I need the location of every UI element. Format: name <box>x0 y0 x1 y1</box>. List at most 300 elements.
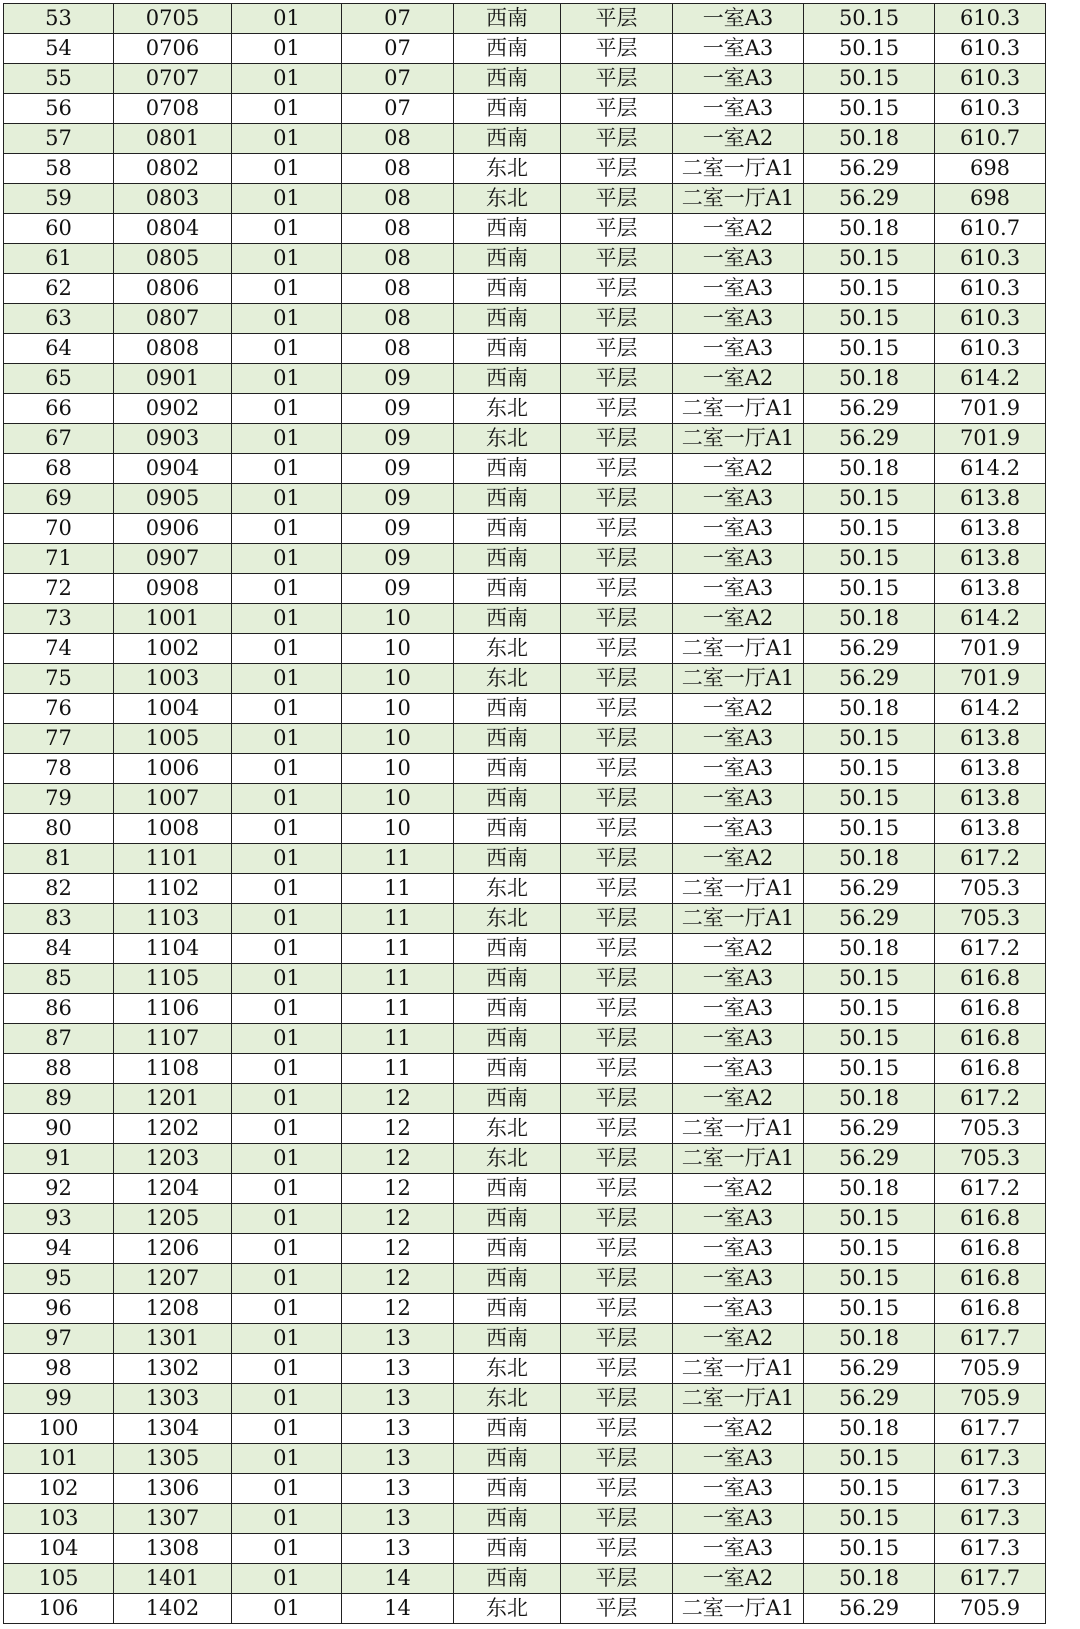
cell-unit-price: 705.9 <box>935 1354 1046 1384</box>
cell-layout-type: 平层 <box>561 844 673 874</box>
cell-row-number: 58 <box>4 154 114 184</box>
cell-layout-type: 平层 <box>561 1444 673 1474</box>
cell-building-number: 01 <box>232 664 342 694</box>
table-row <box>4 724 1046 754</box>
cell-floor-number: 09 <box>342 454 454 484</box>
cell-row-number: 57 <box>4 124 114 154</box>
cell-unit-price: 610.7 <box>935 124 1046 154</box>
cell-unit-price: 705.9 <box>935 1594 1046 1624</box>
cell-layout-type: 平层 <box>561 1234 673 1264</box>
table-row <box>4 1084 1046 1114</box>
cell-unit-price: 705.3 <box>935 904 1046 934</box>
cell-floor-number: 09 <box>342 364 454 394</box>
table-row <box>4 214 1046 244</box>
table-row <box>4 634 1046 664</box>
table-row <box>4 1384 1046 1414</box>
cell-unit-type: 二室一厅A1 <box>673 1114 804 1144</box>
cell-orientation: 西南 <box>454 544 561 574</box>
cell-row-number: 82 <box>4 874 114 904</box>
cell-row-number: 68 <box>4 454 114 484</box>
cell-building-number: 01 <box>232 784 342 814</box>
cell-room-number: 0808 <box>114 334 232 364</box>
table-row <box>4 34 1046 64</box>
cell-area: 50.15 <box>804 724 935 754</box>
cell-floor-number: 09 <box>342 394 454 424</box>
cell-floor-number: 11 <box>342 964 454 994</box>
cell-layout-type: 平层 <box>561 754 673 784</box>
cell-area: 50.15 <box>804 964 935 994</box>
cell-orientation: 西南 <box>454 334 561 364</box>
cell-building-number: 01 <box>232 94 342 124</box>
cell-orientation: 东北 <box>454 634 561 664</box>
cell-orientation: 西南 <box>454 34 561 64</box>
cell-layout-type: 平层 <box>561 724 673 754</box>
cell-orientation: 西南 <box>454 784 561 814</box>
table-row <box>4 874 1046 904</box>
cell-room-number: 0902 <box>114 394 232 424</box>
cell-area: 56.29 <box>804 394 935 424</box>
cell-unit-price: 701.9 <box>935 394 1046 424</box>
cell-building-number: 01 <box>232 1234 342 1264</box>
cell-floor-number: 08 <box>342 214 454 244</box>
cell-floor-number: 08 <box>342 124 454 154</box>
cell-unit-price: 705.3 <box>935 1114 1046 1144</box>
cell-unit-type: 二室一厅A1 <box>673 634 804 664</box>
cell-unit-type: 二室一厅A1 <box>673 424 804 454</box>
cell-building-number: 01 <box>232 874 342 904</box>
cell-row-number: 56 <box>4 94 114 124</box>
cell-building-number: 01 <box>232 754 342 784</box>
cell-unit-price: 617.7 <box>935 1414 1046 1444</box>
cell-layout-type: 平层 <box>561 1294 673 1324</box>
cell-row-number: 104 <box>4 1534 114 1564</box>
cell-unit-type: 一室A3 <box>673 994 804 1024</box>
cell-room-number: 0802 <box>114 154 232 184</box>
cell-building-number: 01 <box>232 844 342 874</box>
cell-room-number: 0901 <box>114 364 232 394</box>
cell-row-number: 86 <box>4 994 114 1024</box>
cell-unit-price: 698 <box>935 184 1046 214</box>
cell-floor-number: 07 <box>342 64 454 94</box>
cell-unit-type: 一室A2 <box>673 934 804 964</box>
cell-unit-type: 一室A2 <box>673 124 804 154</box>
cell-layout-type: 平层 <box>561 1564 673 1594</box>
cell-area: 56.29 <box>804 154 935 184</box>
cell-unit-type: 一室A3 <box>673 1504 804 1534</box>
cell-room-number: 1101 <box>114 844 232 874</box>
cell-floor-number: 14 <box>342 1564 454 1594</box>
cell-building-number: 01 <box>232 184 342 214</box>
cell-area: 50.15 <box>804 1444 935 1474</box>
table-body <box>4 4 1046 1624</box>
cell-area: 50.15 <box>804 1054 935 1084</box>
cell-room-number: 0708 <box>114 94 232 124</box>
cell-unit-price: 614.2 <box>935 454 1046 484</box>
cell-floor-number: 09 <box>342 424 454 454</box>
cell-unit-type: 一室A2 <box>673 844 804 874</box>
table-row <box>4 1564 1046 1594</box>
cell-area: 50.15 <box>804 34 935 64</box>
cell-room-number: 0705 <box>114 4 232 34</box>
cell-unit-type: 二室一厅A1 <box>673 664 804 694</box>
cell-area: 50.15 <box>804 814 935 844</box>
cell-layout-type: 平层 <box>561 454 673 484</box>
cell-room-number: 0806 <box>114 274 232 304</box>
table-row <box>4 94 1046 124</box>
cell-unit-type: 一室A3 <box>673 4 804 34</box>
cell-area: 50.18 <box>804 1084 935 1114</box>
cell-row-number: 74 <box>4 634 114 664</box>
cell-unit-price: 616.8 <box>935 1024 1046 1054</box>
cell-building-number: 01 <box>232 1384 342 1414</box>
unit-price-table <box>3 3 1046 1624</box>
cell-unit-type: 二室一厅A1 <box>673 1384 804 1414</box>
cell-unit-type: 一室A3 <box>673 964 804 994</box>
cell-orientation: 西南 <box>454 124 561 154</box>
cell-room-number: 1108 <box>114 1054 232 1084</box>
cell-layout-type: 平层 <box>561 64 673 94</box>
cell-unit-type: 一室A3 <box>673 544 804 574</box>
cell-room-number: 1001 <box>114 604 232 634</box>
table-row <box>4 364 1046 394</box>
table-row <box>4 184 1046 214</box>
cell-area: 50.15 <box>804 1474 935 1504</box>
cell-orientation: 西南 <box>454 934 561 964</box>
cell-floor-number: 09 <box>342 514 454 544</box>
cell-area: 50.18 <box>804 1564 935 1594</box>
cell-building-number: 01 <box>232 1114 342 1144</box>
cell-building-number: 01 <box>232 514 342 544</box>
cell-floor-number: 11 <box>342 874 454 904</box>
cell-layout-type: 平层 <box>561 1084 673 1114</box>
cell-layout-type: 平层 <box>561 1414 673 1444</box>
cell-floor-number: 12 <box>342 1204 454 1234</box>
cell-orientation: 西南 <box>454 1474 561 1504</box>
cell-orientation: 西南 <box>454 214 561 244</box>
cell-area: 50.18 <box>804 1324 935 1354</box>
cell-layout-type: 平层 <box>561 544 673 574</box>
cell-building-number: 01 <box>232 64 342 94</box>
cell-layout-type: 平层 <box>561 604 673 634</box>
cell-building-number: 01 <box>232 1024 342 1054</box>
cell-layout-type: 平层 <box>561 4 673 34</box>
cell-unit-price: 613.8 <box>935 814 1046 844</box>
cell-unit-type: 一室A3 <box>673 1444 804 1474</box>
cell-layout-type: 平层 <box>561 634 673 664</box>
cell-floor-number: 11 <box>342 904 454 934</box>
cell-building-number: 01 <box>232 154 342 184</box>
cell-orientation: 西南 <box>454 304 561 334</box>
table-row <box>4 124 1046 154</box>
table-row <box>4 784 1046 814</box>
cell-building-number: 01 <box>232 454 342 484</box>
cell-unit-price: 613.8 <box>935 574 1046 604</box>
cell-unit-price: 616.8 <box>935 1054 1046 1084</box>
cell-unit-type: 一室A3 <box>673 244 804 274</box>
cell-orientation: 西南 <box>454 964 561 994</box>
cell-row-number: 67 <box>4 424 114 454</box>
cell-row-number: 95 <box>4 1264 114 1294</box>
cell-layout-type: 平层 <box>561 274 673 304</box>
cell-layout-type: 平层 <box>561 424 673 454</box>
cell-row-number: 75 <box>4 664 114 694</box>
cell-row-number: 78 <box>4 754 114 784</box>
cell-layout-type: 平层 <box>561 1054 673 1084</box>
cell-area: 50.15 <box>804 334 935 364</box>
table-row <box>4 4 1046 34</box>
cell-unit-price: 614.2 <box>935 364 1046 394</box>
cell-orientation: 西南 <box>454 574 561 604</box>
cell-room-number: 1306 <box>114 1474 232 1504</box>
table-row <box>4 1324 1046 1354</box>
cell-floor-number: 12 <box>342 1144 454 1174</box>
cell-orientation: 东北 <box>454 394 561 424</box>
cell-unit-type: 一室A2 <box>673 214 804 244</box>
cell-row-number: 88 <box>4 1054 114 1084</box>
cell-layout-type: 平层 <box>561 1504 673 1534</box>
cell-building-number: 01 <box>232 544 342 574</box>
cell-unit-type: 二室一厅A1 <box>673 874 804 904</box>
cell-floor-number: 09 <box>342 544 454 574</box>
cell-building-number: 01 <box>232 274 342 304</box>
cell-unit-price: 613.8 <box>935 754 1046 784</box>
cell-area: 50.15 <box>804 784 935 814</box>
cell-orientation: 西南 <box>454 1024 561 1054</box>
cell-layout-type: 平层 <box>561 184 673 214</box>
cell-unit-type: 一室A2 <box>673 1084 804 1114</box>
table-row <box>4 844 1046 874</box>
cell-floor-number: 07 <box>342 34 454 64</box>
cell-area: 50.15 <box>804 994 935 1024</box>
cell-orientation: 东北 <box>454 874 561 904</box>
cell-orientation: 西南 <box>454 514 561 544</box>
cell-room-number: 1105 <box>114 964 232 994</box>
cell-layout-type: 平层 <box>561 394 673 424</box>
cell-unit-price: 617.7 <box>935 1324 1046 1354</box>
cell-row-number: 69 <box>4 484 114 514</box>
cell-unit-type: 一室A2 <box>673 364 804 394</box>
cell-room-number: 0805 <box>114 244 232 274</box>
cell-unit-type: 一室A2 <box>673 1414 804 1444</box>
cell-orientation: 东北 <box>454 1114 561 1144</box>
cell-orientation: 西南 <box>454 1054 561 1084</box>
table-row <box>4 1204 1046 1234</box>
cell-unit-price: 617.2 <box>935 1174 1046 1204</box>
cell-room-number: 1106 <box>114 994 232 1024</box>
cell-row-number: 99 <box>4 1384 114 1414</box>
table-row <box>4 904 1046 934</box>
cell-orientation: 东北 <box>454 184 561 214</box>
cell-area: 56.29 <box>804 1354 935 1384</box>
cell-orientation: 东北 <box>454 664 561 694</box>
cell-floor-number: 13 <box>342 1324 454 1354</box>
cell-orientation: 西南 <box>454 244 561 274</box>
cell-unit-price: 613.8 <box>935 514 1046 544</box>
cell-layout-type: 平层 <box>561 574 673 604</box>
cell-orientation: 西南 <box>454 1324 561 1354</box>
cell-building-number: 01 <box>232 1504 342 1534</box>
cell-unit-type: 二室一厅A1 <box>673 394 804 424</box>
cell-unit-price: 613.8 <box>935 724 1046 754</box>
cell-row-number: 98 <box>4 1354 114 1384</box>
cell-row-number: 89 <box>4 1084 114 1114</box>
cell-unit-price: 614.2 <box>935 604 1046 634</box>
cell-unit-price: 701.9 <box>935 634 1046 664</box>
cell-layout-type: 平层 <box>561 994 673 1024</box>
table-row <box>4 304 1046 334</box>
cell-unit-type: 二室一厅A1 <box>673 184 804 214</box>
cell-area: 56.29 <box>804 1114 935 1144</box>
cell-unit-price: 616.8 <box>935 994 1046 1024</box>
table-row <box>4 1294 1046 1324</box>
cell-building-number: 01 <box>232 1144 342 1174</box>
cell-layout-type: 平层 <box>561 1354 673 1384</box>
cell-unit-type: 一室A3 <box>673 1024 804 1054</box>
cell-orientation: 西南 <box>454 1294 561 1324</box>
cell-row-number: 63 <box>4 304 114 334</box>
cell-unit-type: 一室A2 <box>673 454 804 484</box>
cell-unit-type: 一室A3 <box>673 1204 804 1234</box>
cell-area: 50.18 <box>804 844 935 874</box>
cell-unit-type: 一室A3 <box>673 514 804 544</box>
table-row <box>4 1444 1046 1474</box>
cell-room-number: 0907 <box>114 544 232 574</box>
cell-area: 50.15 <box>804 754 935 784</box>
cell-row-number: 94 <box>4 1234 114 1264</box>
cell-orientation: 西南 <box>454 1174 561 1204</box>
cell-unit-type: 二室一厅A1 <box>673 1594 804 1624</box>
cell-building-number: 01 <box>232 904 342 934</box>
cell-building-number: 01 <box>232 814 342 844</box>
cell-unit-price: 610.7 <box>935 214 1046 244</box>
cell-area: 56.29 <box>804 664 935 694</box>
cell-unit-price: 616.8 <box>935 1264 1046 1294</box>
cell-row-number: 92 <box>4 1174 114 1204</box>
cell-area: 56.29 <box>804 904 935 934</box>
cell-floor-number: 13 <box>342 1414 454 1444</box>
table-row <box>4 754 1046 784</box>
cell-floor-number: 07 <box>342 94 454 124</box>
cell-area: 50.15 <box>804 1504 935 1534</box>
cell-layout-type: 平层 <box>561 904 673 934</box>
cell-room-number: 1007 <box>114 784 232 814</box>
cell-orientation: 西南 <box>454 694 561 724</box>
cell-area: 50.18 <box>804 934 935 964</box>
cell-row-number: 100 <box>4 1414 114 1444</box>
table-row <box>4 1114 1046 1144</box>
cell-row-number: 66 <box>4 394 114 424</box>
cell-room-number: 0905 <box>114 484 232 514</box>
table-row <box>4 544 1046 574</box>
cell-unit-type: 一室A3 <box>673 574 804 604</box>
cell-unit-price: 701.9 <box>935 424 1046 454</box>
cell-building-number: 01 <box>232 994 342 1024</box>
cell-layout-type: 平层 <box>561 694 673 724</box>
cell-floor-number: 08 <box>342 184 454 214</box>
cell-layout-type: 平层 <box>561 1114 673 1144</box>
cell-floor-number: 12 <box>342 1174 454 1204</box>
cell-unit-type: 一室A3 <box>673 64 804 94</box>
cell-room-number: 1304 <box>114 1414 232 1444</box>
cell-row-number: 87 <box>4 1024 114 1054</box>
cell-unit-price: 616.8 <box>935 1204 1046 1234</box>
cell-floor-number: 13 <box>342 1354 454 1384</box>
cell-layout-type: 平层 <box>561 34 673 64</box>
cell-row-number: 55 <box>4 64 114 94</box>
cell-floor-number: 13 <box>342 1474 454 1504</box>
cell-unit-price: 617.2 <box>935 1084 1046 1114</box>
cell-row-number: 96 <box>4 1294 114 1324</box>
cell-area: 50.18 <box>804 364 935 394</box>
cell-floor-number: 14 <box>342 1594 454 1624</box>
cell-floor-number: 11 <box>342 934 454 964</box>
cell-building-number: 01 <box>232 1294 342 1324</box>
table-row <box>4 1504 1046 1534</box>
cell-room-number: 1307 <box>114 1504 232 1534</box>
cell-orientation: 东北 <box>454 1384 561 1414</box>
cell-orientation: 东北 <box>454 1594 561 1624</box>
cell-unit-type: 一室A3 <box>673 334 804 364</box>
cell-building-number: 01 <box>232 304 342 334</box>
cell-layout-type: 平层 <box>561 664 673 694</box>
cell-layout-type: 平层 <box>561 1264 673 1294</box>
table-row <box>4 394 1046 424</box>
cell-unit-price: 613.8 <box>935 784 1046 814</box>
cell-room-number: 1002 <box>114 634 232 664</box>
table-row <box>4 1354 1046 1384</box>
cell-orientation: 西南 <box>454 604 561 634</box>
cell-orientation: 西南 <box>454 754 561 784</box>
cell-unit-type: 二室一厅A1 <box>673 1144 804 1174</box>
cell-room-number: 1205 <box>114 1204 232 1234</box>
table-row <box>4 64 1046 94</box>
cell-area: 50.15 <box>804 244 935 274</box>
cell-room-number: 0904 <box>114 454 232 484</box>
cell-area: 50.15 <box>804 1204 935 1234</box>
cell-row-number: 105 <box>4 1564 114 1594</box>
cell-row-number: 90 <box>4 1114 114 1144</box>
cell-layout-type: 平层 <box>561 334 673 364</box>
cell-row-number: 54 <box>4 34 114 64</box>
table-row <box>4 814 1046 844</box>
cell-row-number: 59 <box>4 184 114 214</box>
cell-row-number: 65 <box>4 364 114 394</box>
cell-row-number: 103 <box>4 1504 114 1534</box>
table-row <box>4 424 1046 454</box>
cell-area: 50.15 <box>804 304 935 334</box>
cell-floor-number: 12 <box>342 1234 454 1264</box>
table-row <box>4 484 1046 514</box>
cell-floor-number: 13 <box>342 1444 454 1474</box>
cell-unit-type: 一室A3 <box>673 484 804 514</box>
cell-area: 50.15 <box>804 484 935 514</box>
cell-building-number: 01 <box>232 244 342 274</box>
cell-room-number: 1005 <box>114 724 232 754</box>
cell-layout-type: 平层 <box>561 1384 673 1414</box>
cell-unit-price: 610.3 <box>935 64 1046 94</box>
cell-layout-type: 平层 <box>561 304 673 334</box>
cell-floor-number: 10 <box>342 634 454 664</box>
cell-building-number: 01 <box>232 1474 342 1504</box>
cell-room-number: 1008 <box>114 814 232 844</box>
cell-building-number: 01 <box>232 1264 342 1294</box>
cell-room-number: 1206 <box>114 1234 232 1264</box>
cell-orientation: 东北 <box>454 1354 561 1384</box>
cell-row-number: 91 <box>4 1144 114 1174</box>
cell-building-number: 01 <box>232 724 342 754</box>
cell-row-number: 79 <box>4 784 114 814</box>
cell-unit-type: 一室A3 <box>673 304 804 334</box>
